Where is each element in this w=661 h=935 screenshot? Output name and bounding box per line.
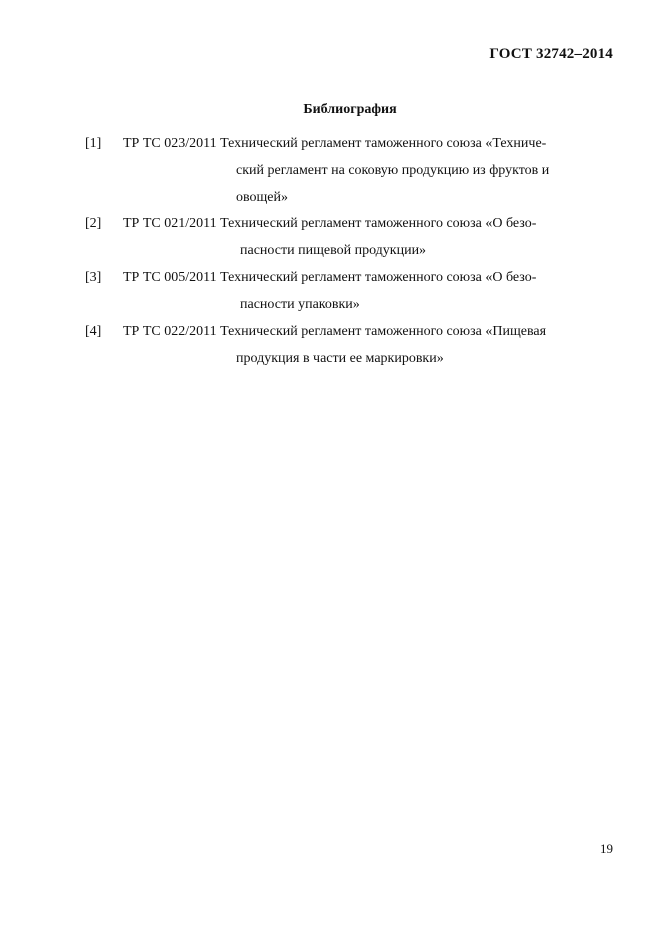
page-number: 19 (600, 841, 613, 856)
entry-number: [4] (85, 324, 102, 339)
bibliography-entry (0, 136, 661, 216)
entry-text-line: пасности пищевой продукции» (240, 243, 427, 258)
document-code: ГОСТ 32742–2014 (489, 46, 613, 62)
entry-text-line: продукция в части ее маркировки» (236, 351, 444, 366)
entry-text-line: ТР ТС 022/2011 Технический регламент таможенного союза «Пищевая (123, 324, 547, 339)
entry-text-line: ТР ТС 005/2011 Технический регламент таможенного союза «О безо- (123, 270, 537, 285)
entry-text-line: ТР ТС 023/2011 Технический регламент таможенного союза «Техниче- (123, 136, 547, 151)
bibliography-list (0, 136, 661, 378)
entry-number: [3] (85, 270, 102, 285)
bibliography-title: Библиография (303, 102, 397, 117)
entry-number: [2] (85, 216, 102, 231)
entry-text-line: пасности упаковки» (240, 297, 360, 312)
bibliography-entry (0, 216, 661, 270)
bibliography-entry (0, 324, 661, 378)
entry-text-line: ский регламент на соковую продукцию из фруктов и (236, 163, 550, 178)
entry-number: [1] (85, 136, 102, 151)
bibliography-entry (0, 270, 661, 324)
entry-text-line: овощей» (236, 190, 289, 205)
entry-text-line: ТР ТС 021/2011 Технический регламент таможенного союза «О безо- (123, 216, 537, 231)
